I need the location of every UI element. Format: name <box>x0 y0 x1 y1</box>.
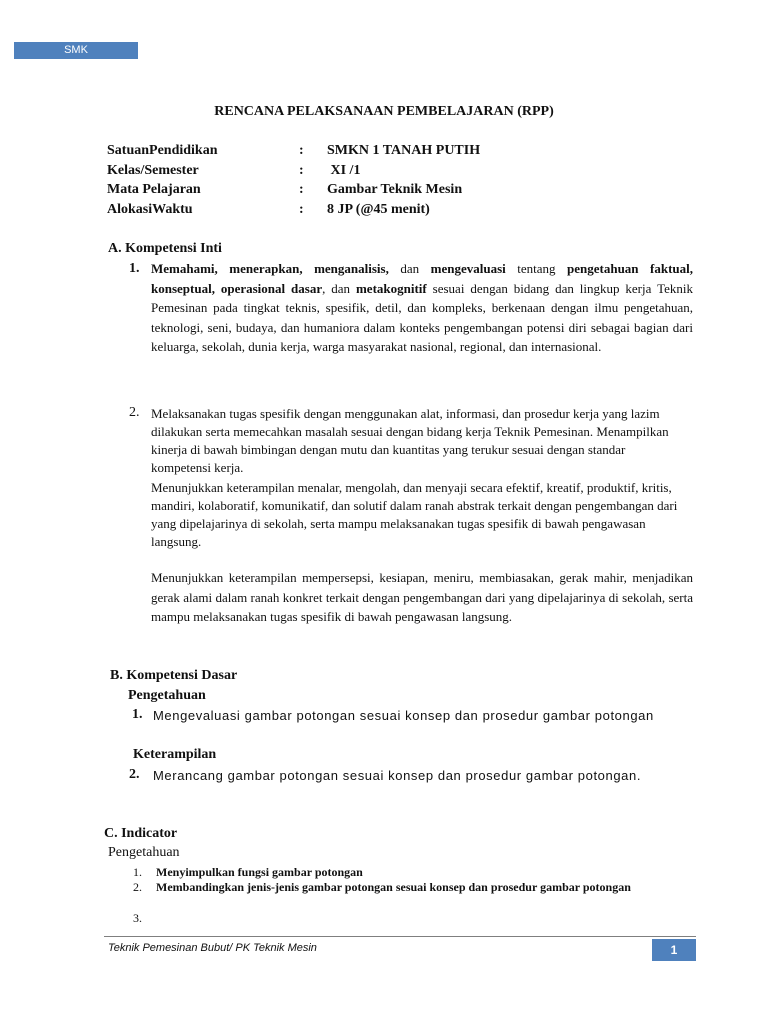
identity-label: Mata Pelajaran <box>107 182 201 197</box>
text-run: dan <box>388 261 431 276</box>
kompetensi-inti-2: Melaksanakan tugas spesifik dengan menggunakan alat, informasi, dan prosedur kerja yang lazim dilakukan serta memecahkan masalah sesuai dengan bidang kerja Teknik Pemesinan. Menampilkan kinerja di bawah bimbingan dengan mutu dan kuantitas yang terukur sesuai dengan standar kompetensi kerja. <box>151 406 669 475</box>
identity-value: SMKN 1 TANAH PUTIH <box>327 143 481 158</box>
footer-text: Teknik Pemesinan Bubut/ PK Teknik Mesin <box>108 942 317 954</box>
document-title: RENCANA PELAKSANAAN PEMBELAJARAN (RPP) <box>214 104 554 119</box>
section-c-heading: C. Indicator <box>104 826 178 841</box>
text-run: , dan <box>322 280 356 296</box>
item-number: 2. <box>133 880 142 894</box>
item-number: 2. <box>129 405 140 420</box>
item-number: 3. <box>133 911 142 925</box>
subheading-pengetahuan: Pengetahuan <box>108 845 180 860</box>
identity-value: 8 JP (@45 menit) <box>327 202 430 217</box>
bold-term: mengevaluasi <box>430 261 506 276</box>
kompetensi-dasar-2: Merancang gambar potongan sesuai konsep dan prosedur gambar potongan. <box>153 768 642 783</box>
identity-colon: : <box>299 182 304 197</box>
identity-value: Gambar Teknik Mesin <box>327 182 463 197</box>
item-number: 1. <box>132 707 143 722</box>
identity-colon: : <box>299 163 304 178</box>
item-number: 1. <box>133 865 142 879</box>
item-number: 2. <box>129 767 140 782</box>
section-b-heading: B. Kompetensi Dasar <box>110 668 238 683</box>
indicator-2: Membandingkan jenis-jenis gambar potongan sesuai konsep dan prosedur gambar potongan <box>156 880 631 894</box>
bold-term: pengetahuan faktual, konseptual, operasional dasar <box>151 261 694 296</box>
subheading-keterampilan: Keterampilan <box>133 747 217 762</box>
header-badge: SMK <box>14 42 138 59</box>
identity-value: XI /1 <box>327 163 361 178</box>
page-number: 1 <box>652 939 696 961</box>
subheading-pengetahuan: Pengetahuan <box>128 688 206 703</box>
text-run: sesuai dengan bidang dan lingkup kerja Teknik Pemesinan pada tingkat teknis, spesifik, detil, dan kompleks, berkenaan dengan ilmu pengetahuan, teknologi, seni, budaya, dan humaniora dalam konteks pengembangan potensi diri sebagai bagian dari keluarga, sekolah, dunia kerja, warga masyarakat nasional, regional, dan internasional. <box>151 280 693 354</box>
bold-term: Memahami, menerapkan, menganalisis, <box>151 261 389 276</box>
identity-label: Kelas/Semester <box>107 163 199 178</box>
kompetensi-dasar-1: Mengevaluasi gambar potongan sesuai konsep dan prosedur gambar potongan <box>153 708 654 723</box>
kompetensi-inti-1 <box>151 259 693 357</box>
indicator-1: Menyimpulkan fungsi gambar potongan <box>156 865 363 879</box>
bold-term: metakognitif <box>355 280 427 296</box>
identity-label: SatuanPendidikan <box>107 143 218 158</box>
identity-label: AlokasiWaktu <box>107 202 193 217</box>
item-number: 1. <box>129 261 140 276</box>
identity-colon: : <box>299 143 304 158</box>
kompetensi-inti-4: Menunjukkan keterampilan mempersepsi, kesiapan, meniru, membiasakan, gerak mahir, menjadikan gerak alami dalam ranah konkret terkait dengan pengembangan dari yang dipelajarinya di sekolah, serta mampu melaksanakan tugas spesifik di bawah pengawasan langsung. <box>151 570 693 624</box>
identity-colon: : <box>299 202 304 217</box>
footer-divider <box>104 936 696 937</box>
section-a-heading: A. Kompetensi Inti <box>108 241 222 256</box>
kompetensi-inti-3: Menunjukkan keterampilan menalar, mengolah, dan menyaji secara efektif, kreatif, produktif, kritis, mandiri, kolaboratif, komunikatif, dan solutif dalam ranah abstrak terkait dengan pengembangan dari yang dipelajarinya di sekolah, serta mampu melaksanakan tugas spesifik di bawah pengawasan langsung. <box>151 480 678 549</box>
text-run: tentang <box>505 261 568 276</box>
